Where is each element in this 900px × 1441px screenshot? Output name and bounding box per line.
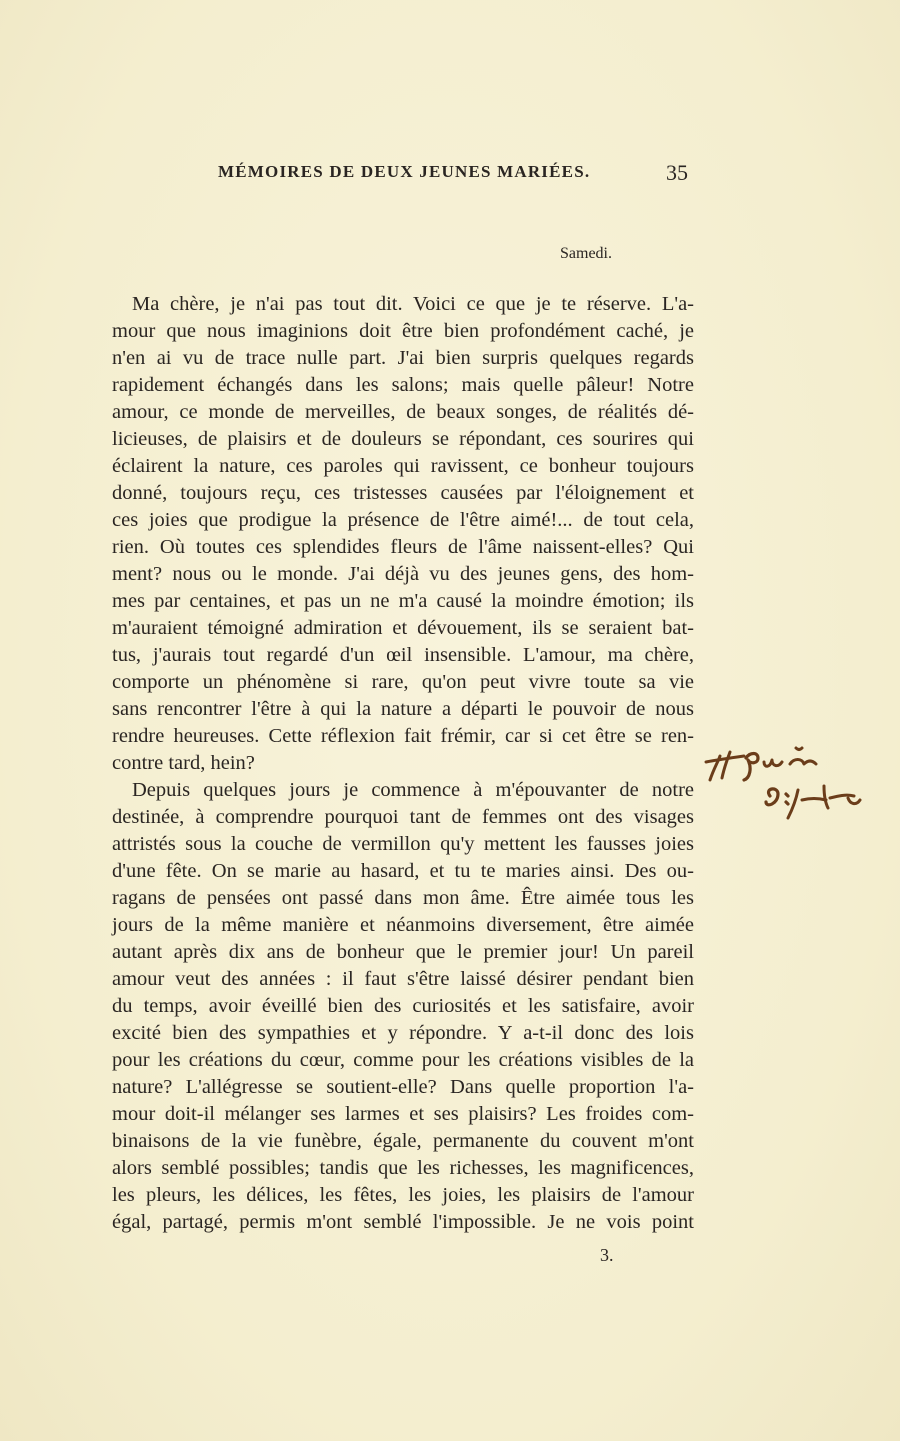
text-line: mes par centaines, et pas un ne m'a causé la moindre émotion; ils (112, 590, 694, 612)
text-line: alors semblé possibles; tandis que les richesses, les magnificences, (112, 1157, 694, 1179)
text-line: mour doit-il mélanger ses larmes et ses plaisirs? Les froides com- (112, 1103, 694, 1125)
text-line: amour, ce monde de merveilles, de beaux songes, de réalités dé- (112, 401, 694, 423)
text-line: ces joies que prodigue la présence de l'être aimé!... de tout cela, (112, 509, 694, 531)
text-line: nature? L'allégresse se soutient-elle? Dans quelle proportion l'a- (112, 1076, 694, 1098)
text-line: contre tard, hein? (112, 752, 255, 774)
text-line: destinée, à comprendre pourquoi tant de femmes ont des visages (112, 806, 694, 828)
handwritten-annotation-icon (700, 738, 870, 828)
text-line: rendre heureuses. Cette réflexion fait frémir, car si cet être se ren- (112, 725, 694, 747)
text-line: éclairent la nature, ces paroles qui ravissent, ce bonheur toujours (112, 455, 694, 477)
text-line: ment? nous ou le monde. J'ai déjà vu des jeunes gens, des hom- (112, 563, 694, 585)
text-line: donné, toujours reçu, ces tristesses causées par l'éloignement et (112, 482, 694, 504)
text-line: attristés sous la couche de vermillon qu'y mettent les fausses joies (112, 833, 694, 855)
text-line: binaisons de la vie funèbre, égale, permanente du couvent m'ont (112, 1130, 694, 1152)
text-line: rapidement échangés dans les salons; mais quelle pâleur! Notre (112, 374, 694, 396)
body-text (112, 291, 694, 1236)
dateline: Samedi. (560, 245, 612, 262)
text-line: autant après dix ans de bonheur que le premier jour! Un pareil (112, 941, 694, 963)
text-line: d'une fête. On se marie au hasard, et tu te maries ainsi. Des ou- (112, 860, 694, 882)
text-line: ragans de pensées ont passé dans mon âme. Être aimée tous les (112, 887, 694, 909)
margin-annotation (700, 738, 870, 828)
text-line: m'auraient témoigné admiration et dévouement, ils se seraient bat- (112, 617, 694, 639)
text-line: Depuis quelques jours je commence à m'épouvanter de notre (132, 779, 694, 801)
text-line: les pleurs, les délices, les fêtes, les joies, les plaisirs de l'amour (112, 1184, 694, 1206)
text-line: du temps, avoir éveillé bien des curiosités et les satisfaire, avoir (112, 995, 694, 1017)
text-line: Ma chère, je n'ai pas tout dit. Voici ce que je te réserve. L'a- (132, 293, 694, 315)
text-line: n'en ai vu de trace nulle part. J'ai bien surpris quelques regards (112, 347, 694, 369)
text-line: jours de la même manière et néanmoins diversement, être aimée (112, 914, 694, 936)
page-number: 35 (666, 160, 688, 185)
text-line: comporte un phénomène si rare, qu'on peut vivre toute sa vie (112, 671, 694, 693)
text-line: excité bien des sympathies et y répondre. Y a-t-il donc des lois (112, 1022, 694, 1044)
text-line: tus, j'aurais tout regardé d'un œil insensible. L'amour, ma chère, (112, 644, 694, 666)
text-line: rien. Où toutes ces splendides fleurs de l'âme naissent-elles? Qui (112, 536, 694, 558)
text-line: sans rencontrer l'être à qui la nature a départi le pouvoir de nous (112, 698, 694, 720)
running-title: MÉMOIRES DE DEUX JEUNES MARIÉES. (218, 162, 591, 181)
running-head (218, 160, 694, 188)
text-line: licieuses, de plaisirs et de douleurs se répondant, ces sourires qui (112, 428, 694, 450)
text-line: mour que nous imaginions doit être bien profondément caché, je (112, 320, 694, 342)
text-line: amour veut des années : il faut s'être laissé désirer pendant bien (112, 968, 694, 990)
signature-mark: 3. (600, 1245, 614, 1265)
text-line: pour les créations du cœur, comme pour les créations visibles de la (112, 1049, 694, 1071)
text-line: égal, partagé, permis m'ont semblé l'impossible. Je ne vois point (112, 1211, 694, 1233)
